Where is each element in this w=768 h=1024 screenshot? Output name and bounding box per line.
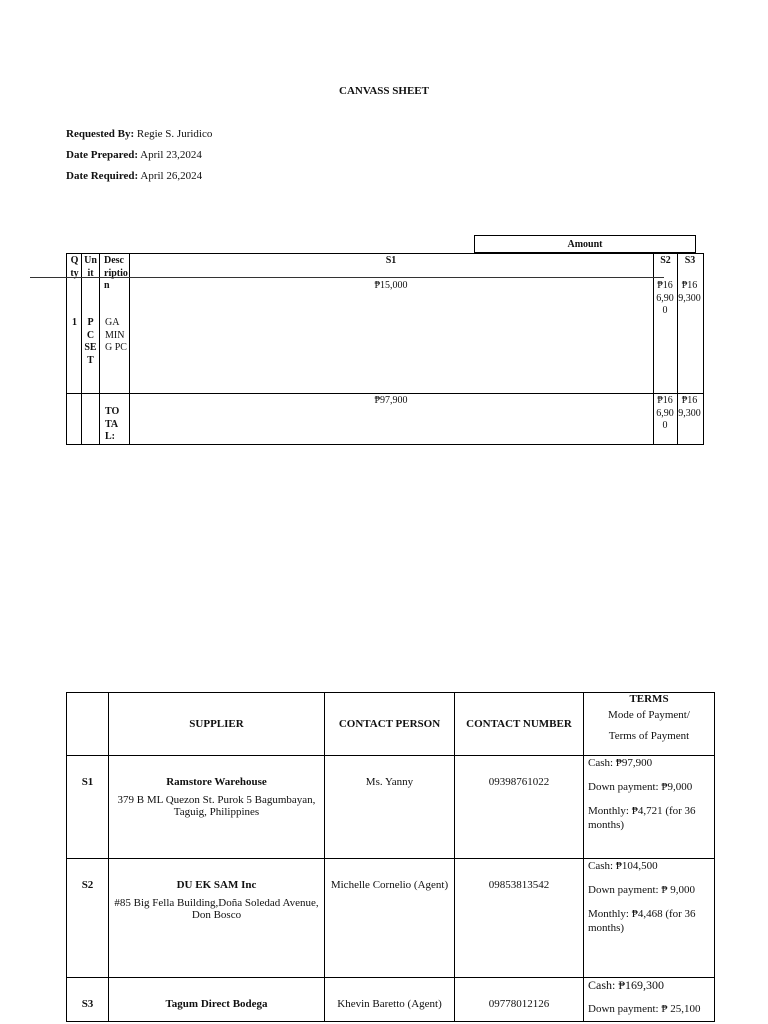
terms-cash: Cash: ₱169,300 (588, 978, 665, 992)
date-prepared-line (66, 149, 202, 161)
header-blank-cell (67, 693, 109, 756)
row-divider (67, 393, 703, 394)
date-prepared-label: Date Prepared: (66, 149, 138, 161)
supplier-info (109, 978, 325, 1022)
supplier-name: Ramstore Warehouse (166, 776, 267, 788)
header-s3: S3 (684, 255, 696, 266)
terms-sub1: Mode of Payment/ (608, 709, 690, 721)
requested-by-value: Regie S. Juridico (136, 128, 213, 140)
date-required-line (66, 170, 202, 182)
total-s2-amount: ₱166,900 (656, 395, 674, 431)
total-label: TOTAL: (105, 406, 120, 442)
supplier-row (67, 978, 715, 1022)
strikethrough-line (30, 277, 664, 278)
contact-number: 09398761022 (455, 756, 584, 859)
header-s1: S1 (385, 255, 397, 266)
payment-terms (584, 756, 715, 859)
supplier-code: S1 (67, 756, 109, 859)
header-description: Description (104, 255, 128, 291)
supplier-info (109, 756, 325, 859)
terms-down-payment: Down payment: ₱9,000 (588, 781, 693, 793)
terms-monthly: Monthly: ₱4,721 (for 36 months) (588, 805, 696, 831)
supplier-table (66, 692, 715, 1022)
contact-person: Khevin Baretto (Agent) (325, 978, 455, 1022)
item-s1-amount: ₱15,000 (374, 280, 408, 291)
supplier-row (67, 756, 715, 859)
terms-down-payment: Down payment: ₱ 9,000 (588, 884, 695, 896)
header-terms (584, 693, 715, 756)
supplier-address: 379 B ML Quezon St. Purok 5 Bagumbayan, Taguig, Philippines (117, 794, 316, 818)
supplier-name: Tagum Direct Bodega (165, 998, 268, 1010)
column-divider (99, 254, 100, 444)
canvass-table (66, 253, 704, 445)
date-prepared-value: April 23,2024 (140, 149, 202, 161)
header-s2: S2 (660, 255, 671, 266)
date-required-value: April 26,2024 (140, 170, 203, 182)
terms-cash: Cash: ₱97,900 (588, 757, 653, 769)
supplier-code: S2 (67, 859, 109, 978)
terms-monthly: Monthly: ₱4,468 (for 36 months) (588, 908, 696, 934)
item-unit: PC SET (84, 317, 97, 366)
item-s3-amount: ₱169,300 (678, 280, 701, 304)
supplier-header-row (67, 693, 715, 756)
requested-by-label: Requested By: (66, 128, 135, 140)
amount-header: Amount (474, 235, 696, 253)
header-unit: Unit (84, 255, 97, 279)
supplier-info (109, 859, 325, 978)
column-divider (81, 254, 82, 444)
supplier-address: #85 Big Fella Building,Doña Soledad Avenue, Don Bosco (114, 897, 319, 921)
supplier-name: DU EK SAM Inc (176, 879, 257, 891)
item-description: GAMING PC (105, 317, 127, 353)
header-contact-number: CONTACT NUMBER (455, 693, 584, 756)
payment-terms (584, 978, 715, 1022)
item-qty: 1 (72, 317, 77, 328)
item-s2-amount: ₱166,900 (656, 280, 674, 316)
header-contact-person: CONTACT PERSON (325, 693, 455, 756)
terms-title: TERMS (629, 693, 669, 705)
payment-terms (584, 859, 715, 978)
header-qty: Qty (70, 255, 79, 279)
terms-sub2: Terms of Payment (608, 730, 690, 742)
contact-person: Ms. Yanny (325, 756, 455, 859)
supplier-code: S3 (67, 978, 109, 1022)
contact-number: 09853813542 (455, 859, 584, 978)
terms-down-payment: Down payment: ₱ 25,100 (588, 1003, 701, 1015)
contact-number: 09778012126 (455, 978, 584, 1022)
terms-cash: Cash: ₱104,500 (588, 860, 658, 872)
total-s1-amount: ₱97,900 (374, 395, 408, 406)
requested-by-line (66, 128, 212, 140)
date-required-label: Date Required: (66, 170, 139, 182)
header-supplier: SUPPLIER (109, 693, 325, 756)
document-title: CANVASS SHEET (339, 85, 429, 97)
supplier-row (67, 859, 715, 978)
total-s3-amount: ₱169,300 (678, 395, 701, 419)
contact-person: Michelle Cornelio (Agent) (325, 859, 455, 978)
